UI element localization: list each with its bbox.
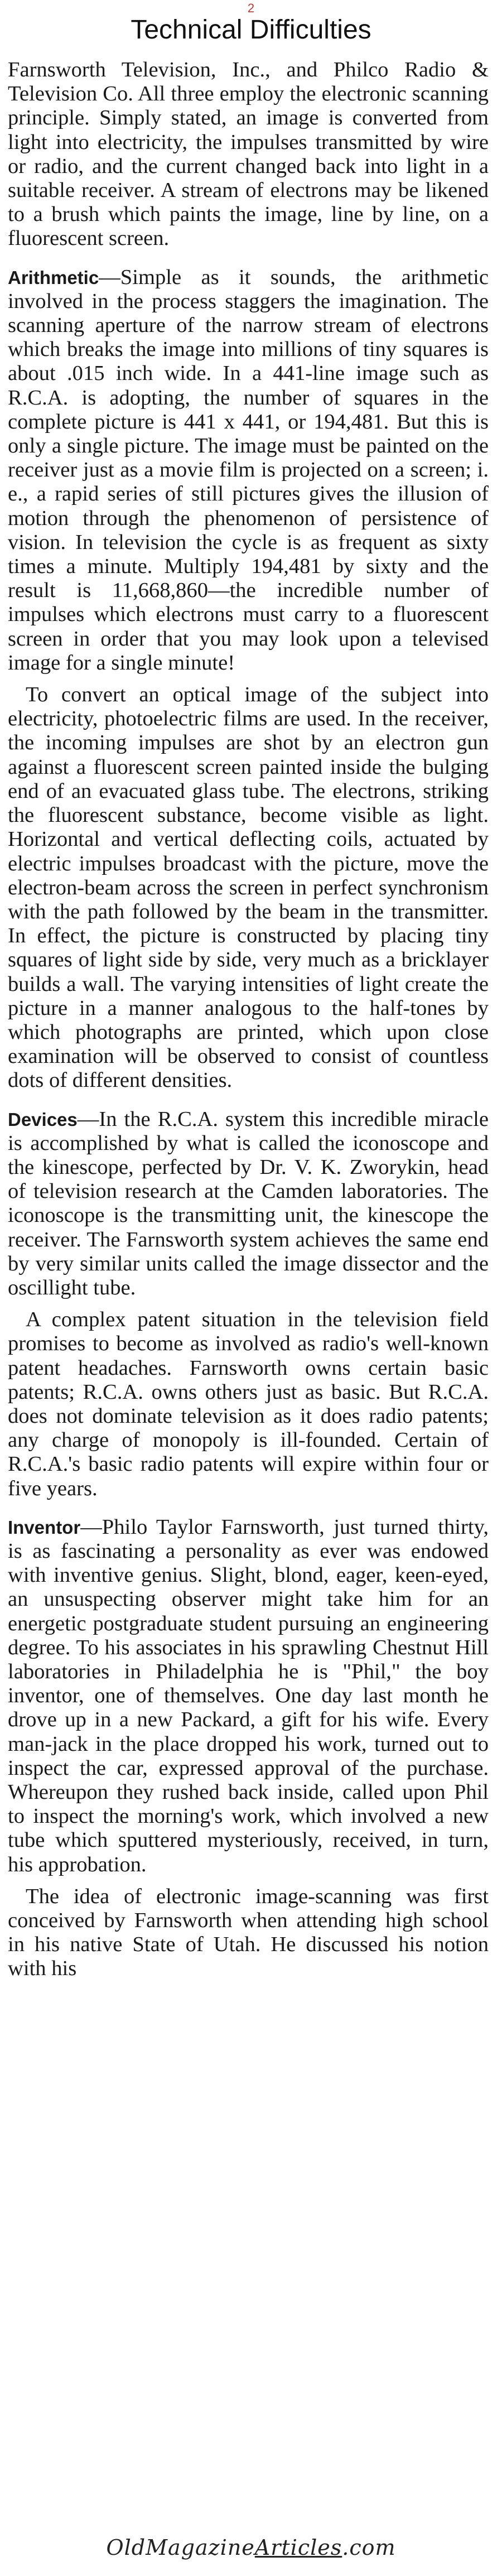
section-arithmetic	[8, 266, 489, 675]
paragraph-conversion: To convert an optical image of the subject into electricity, photoelectric films are used. In the receiver, the incoming impulses are shot by an electron gun against a fluorescent screen painted inside the bulging end of an evacuated glass tube. The electrons, striking the fluorescent substance, become visible as light. Horizontal and vertical deflecting coils, actuated by electric impulses broadcast with the picture, move the electron-beam across the screen in perfect synchronism with the path followed by the beam in the transmitter. In effect, the picture is constructed by placing tiny squares of light side by side, very much as a bricklayer builds a wall. The varying intensities of light create the picture in a manner analogous to the half-tones by which photographs are printed, which upon close examination will be observed to consist of countless dots of different densities.	[8, 683, 489, 1092]
page-title: Technical Difficulties	[131, 15, 371, 45]
section-inventor	[8, 1515, 489, 1877]
subhead-inventor: Inventor	[8, 1516, 81, 1538]
watermark-prefix: OldMagazine	[106, 2535, 255, 2560]
subhead-arithmetic: Arithmetic	[8, 267, 99, 288]
watermark-suffix: .com	[342, 2535, 396, 2560]
subhead-devices: Devices	[8, 1109, 78, 1130]
site-watermark	[0, 2535, 502, 2560]
section-devices	[8, 1108, 489, 1301]
page-number: 2	[247, 1, 255, 15]
watermark-underlined: Articles	[254, 2535, 342, 2560]
article-body	[8, 58, 489, 1989]
paragraph-patents: A complex patent situation in the television field promises to become as involved as radio's well-known patent headaches. Farnsworth owns certain basic patents; R.C.A. owns others just as basic. But R.C.A. does not dominate television as it does radio patents; any charge of monopoly is ill-founded. Certain of R.C.A.'s basic radio patents will expire within four or five years.	[8, 1308, 489, 1500]
paragraph-arithmetic: —Simple as it sounds, the arithmetic involved in the process staggers the imagination. The scanning aperture of the narrow stream of electrons which breaks the image into millions of tiny squares is about .015 inch wide. In a 441-line image such as R.C.A. is adopting, the number of squares in the complete picture is 441 x 441, or 194,481. But this is only a single picture. The image must be painted on the receiver just as a movie film is projected on a screen; i. e., a rapid series of still pictures gives the illusion of motion through the phenomenon of persistence of vision. In television the cycle is as frequent as sixty times a minute. Multiply 194,481 by sixty and the result is 11,668,860—the incredible number of impulses which electrons must carry to a fluorescent screen in order that you may look upon a televised image for a single minute!	[8, 265, 489, 675]
paragraph-intro: Farnsworth Television, Inc., and Philco Radio & Television Co. All three employ the electronic scanning principle. Simply stated, an image is converted from light into electricity, the impulses transmitted by wire or radio, and the current changed back into light in a suitable receiver. A stream of electrons may be likened to a brush which paints the image, line by line, on a fluorescent screen.	[8, 58, 489, 251]
paragraph-inventor: —Philo Taylor Farnsworth, just turned thirty, is as fascinating a personality as ever was endowed with inventive genius. Slight, blond, eager, keen-eyed, an unsuspecting observer might take him for an energetic postgraduate student pursuing an engineering degree. To his associates in his sprawling Chestnut Hill laboratories in Philadelphia he is "Phil," the boy inventor, one of themselves. One day last month he drove up in a new Packard, a gift for his wife. Every man-jack in the place dropped his work, turned out to inspect the car, expressed approval of the purchase. Whereupon they rushed back inside, called upon Phil to inspect the morning's work, which involved a new tube which sputtered mysteriously, received, in turn, his approbation.	[8, 1515, 489, 1876]
paragraph-devices: —In the R.C.A. system this incredible miracle is accomplished by what is called the iconoscope and the kinescope, perfected by Dr. V. K. Zworykin, head of television research at the Camden laboratories. The iconoscope is the transmitting unit, the kinescope the receiver. The Farnsworth system achieves the same end by very similar units called the image dissector and the oscillight tube.	[8, 1107, 489, 1299]
paragraph-origin: The idea of electronic image-scanning was first conceived by Farnsworth when attending high school in his native State of Utah. He discussed his notion with his	[8, 1884, 489, 1981]
